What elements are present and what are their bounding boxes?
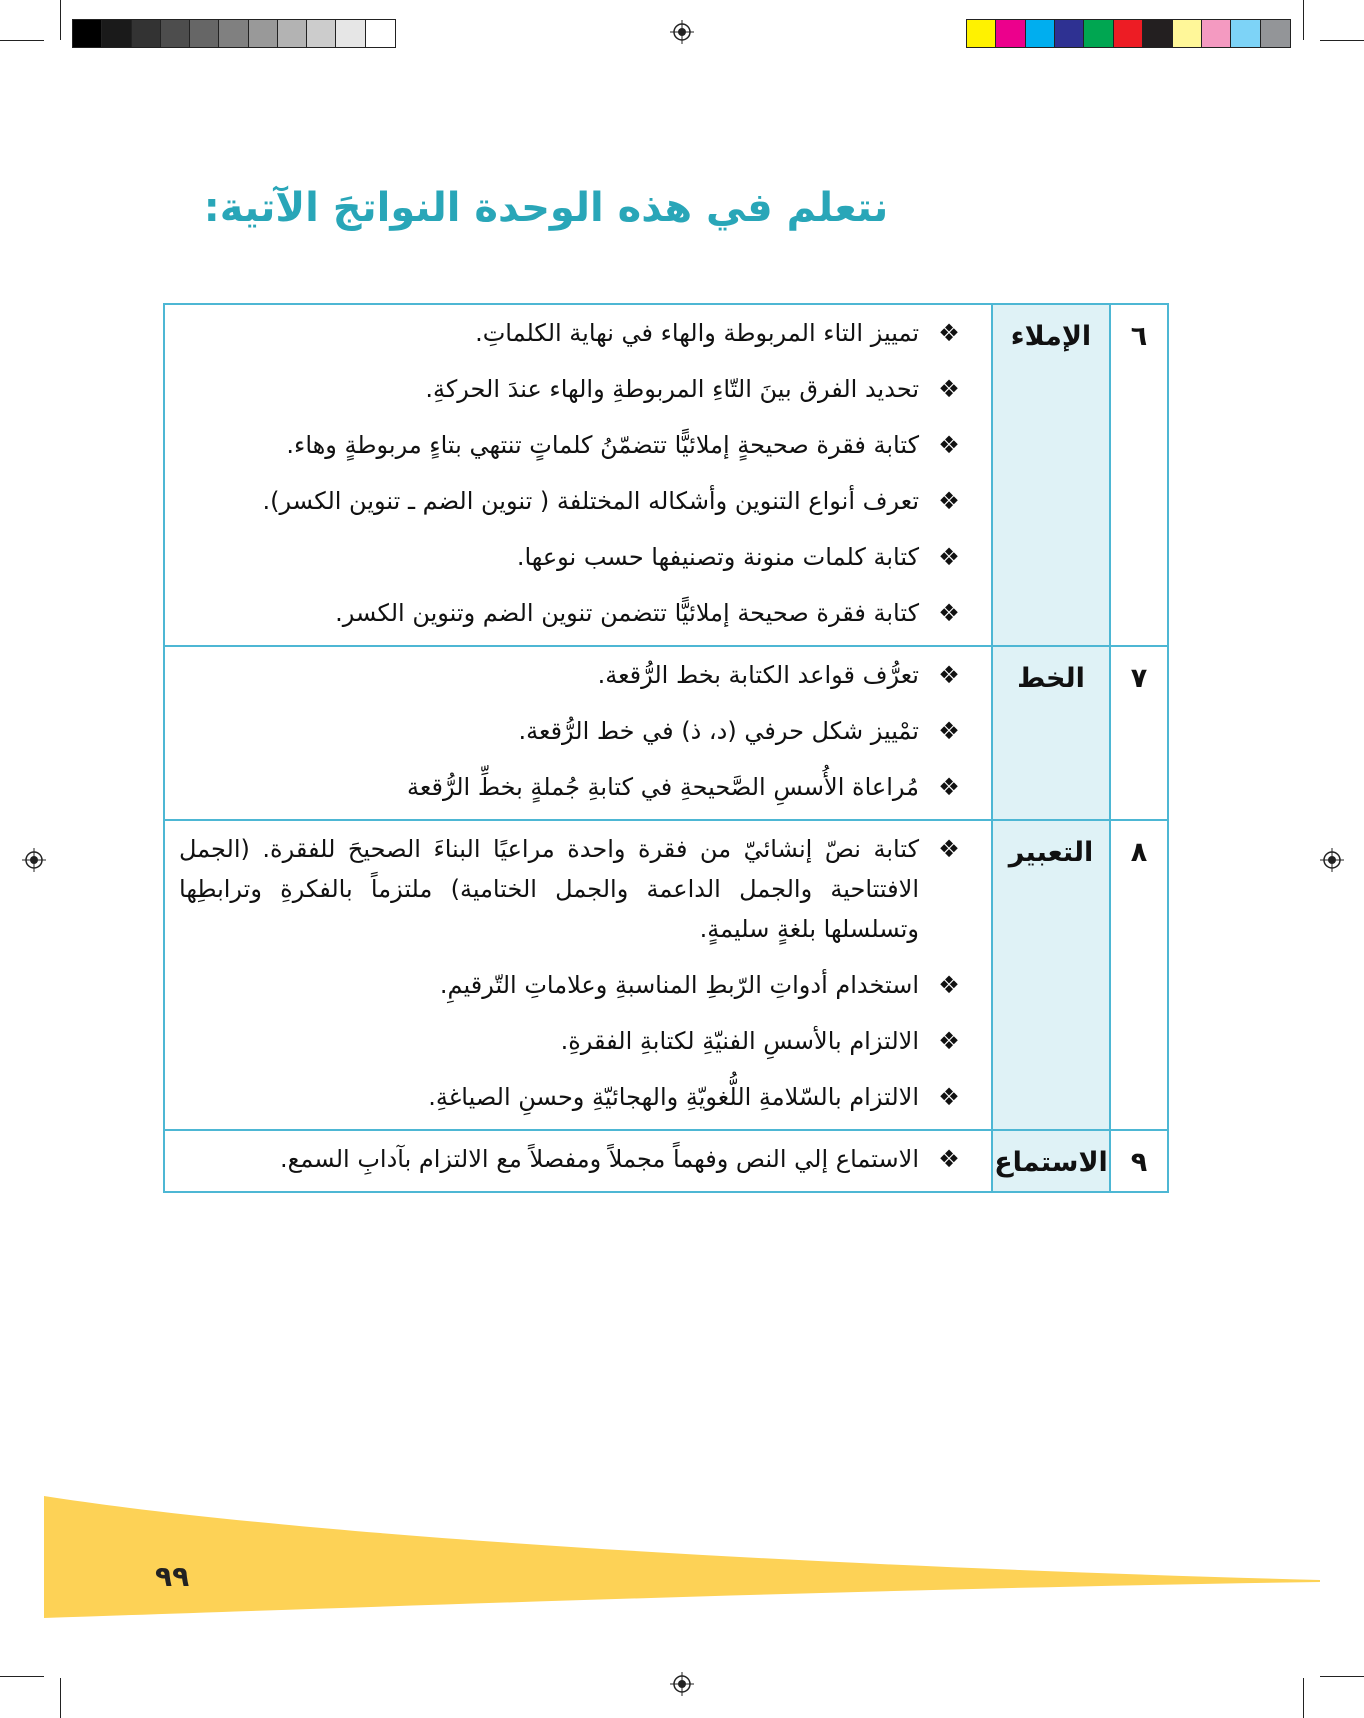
page-title: نتعلم في هذه الوحدة النواتجَ الآتية: xyxy=(203,185,889,231)
outcome-item xyxy=(179,593,979,633)
table-row xyxy=(164,646,1168,820)
registration-mark-icon xyxy=(670,20,694,44)
calibration-swatch xyxy=(336,20,365,47)
calibration-swatch xyxy=(1173,20,1202,47)
footer-decoration-band xyxy=(0,1496,1364,1626)
outcome-item xyxy=(179,537,979,577)
crop-mark xyxy=(1303,0,1304,40)
calibration-swatch xyxy=(73,20,102,47)
outcome-text: الاستماع إلي النص وفهماً مجملاً ومفصلاً مع الالتزام بآدابِ السمع. xyxy=(280,1145,919,1173)
outcome-list xyxy=(164,1130,992,1192)
row-number: ٩ xyxy=(1110,1130,1168,1192)
diamond-bullet-icon: ❖ xyxy=(938,717,960,745)
row-number: ٨ xyxy=(1110,820,1168,1130)
outcome-text: الالتزام بالسّلامةِ اللُّغويّةِ والهجائيّةِ وحسنِ الصياغةِ. xyxy=(428,1083,919,1111)
outcome-text: تعرف أنواع التنوين وأشكاله المختلفة ( تنوين الضم ـ تنوين الكسر). xyxy=(262,487,919,515)
outcome-text: كتابة فقرة صحيحةٍ إملائيًّا تتضمّنُ كلماتٍ تنتهي بتاءٍ مربوطةٍ وهاء. xyxy=(286,431,919,459)
crop-mark xyxy=(1303,1678,1304,1718)
outcome-list xyxy=(164,646,992,820)
page-number: ٩٩ xyxy=(155,1560,190,1593)
skill-name: التعبير xyxy=(992,820,1110,1130)
calibration-swatch xyxy=(1231,20,1260,47)
registration-mark-icon xyxy=(22,848,46,872)
outcome-list xyxy=(164,820,992,1130)
calibration-swatch xyxy=(102,20,131,47)
calibration-swatch xyxy=(1026,20,1055,47)
diamond-bullet-icon: ❖ xyxy=(938,543,960,571)
outcome-item xyxy=(179,711,979,751)
row-number: ٦ xyxy=(1110,304,1168,646)
outcome-list xyxy=(164,304,992,646)
diamond-bullet-icon: ❖ xyxy=(938,1027,960,1055)
diamond-bullet-icon: ❖ xyxy=(938,487,960,515)
calibration-swatch xyxy=(161,20,190,47)
outcome-text: كتابة نصّ إنشائيّ من فقرة واحدة مراعيًا البناءَ الصحيحَ للفقرة. (الجمل الافتتاحية والجمل الداعمة والجمل الختامية) ملتزماً بالفكرةِ وترابطِها وتسلسلها بلغةٍ سليمةٍ. xyxy=(179,835,919,943)
diamond-bullet-icon: ❖ xyxy=(938,1145,960,1173)
crop-mark xyxy=(1320,40,1364,41)
calibration-swatch xyxy=(278,20,307,47)
calibration-swatch xyxy=(249,20,278,47)
diamond-bullet-icon: ❖ xyxy=(938,1083,960,1111)
outcome-item xyxy=(179,1139,979,1179)
diamond-bullet-icon: ❖ xyxy=(938,661,960,689)
calibration-swatch xyxy=(190,20,219,47)
outcome-text: الالتزام بالأسسِ الفنيّةِ لكتابةِ الفقرةِ. xyxy=(560,1027,919,1055)
calibration-swatch xyxy=(307,20,336,47)
skill-name: الإملاء xyxy=(992,304,1110,646)
outcome-text: تمييز التاء المربوطة والهاء في نهاية الكلماتِ. xyxy=(475,319,919,347)
calibration-swatch xyxy=(132,20,161,47)
outcome-text: تمْييز شكل حرفي (د، ذ) في خط الرُّقعة. xyxy=(518,717,919,745)
diamond-bullet-icon: ❖ xyxy=(938,319,960,347)
diamond-bullet-icon: ❖ xyxy=(938,431,960,459)
calibration-swatch xyxy=(1202,20,1231,47)
calibration-swatch xyxy=(967,20,996,47)
crop-mark xyxy=(0,1676,44,1677)
diamond-bullet-icon: ❖ xyxy=(938,375,960,403)
grayscale-calibration-strip xyxy=(72,19,396,48)
outcome-text: تحديد الفرق بينَ التّاءِ المربوطةِ والهاء عندَ الحركةِ. xyxy=(425,375,919,403)
outcome-item xyxy=(179,965,979,1005)
outcome-item xyxy=(179,655,979,695)
outcome-item xyxy=(179,369,979,409)
calibration-swatch xyxy=(366,20,395,47)
calibration-swatch xyxy=(219,20,248,47)
outcome-item xyxy=(179,1021,979,1061)
calibration-swatch xyxy=(1055,20,1084,47)
outcome-text: كتابة فقرة صحيحة إملائيًّا تتضمن تنوين الضم وتنوين الكسر. xyxy=(335,599,919,627)
crop-mark xyxy=(60,1678,61,1718)
table-row xyxy=(164,1130,1168,1192)
learning-outcomes-table xyxy=(163,303,1169,1193)
skill-name: الخط xyxy=(992,646,1110,820)
outcome-item xyxy=(179,481,979,521)
outcome-text: تعرُّف قواعد الكتابة بخط الرُّقعة. xyxy=(597,661,919,689)
diamond-bullet-icon: ❖ xyxy=(938,773,960,801)
registration-mark-icon xyxy=(670,1672,694,1696)
diamond-bullet-icon: ❖ xyxy=(938,835,960,863)
outcome-item xyxy=(179,313,979,353)
calibration-swatch xyxy=(1261,20,1290,47)
outcome-item xyxy=(179,767,979,807)
crop-mark xyxy=(0,40,44,41)
row-number: ٧ xyxy=(1110,646,1168,820)
outcome-text: مُراعاة الأُسسِ الصَّحيحةِ في كتابةِ جُملةٍ بخطِّ الرُّقعة xyxy=(407,773,919,801)
calibration-swatch xyxy=(1143,20,1172,47)
calibration-swatch xyxy=(996,20,1025,47)
color-calibration-strip xyxy=(966,19,1291,48)
table-row xyxy=(164,304,1168,646)
outcome-item xyxy=(179,425,979,465)
diamond-bullet-icon: ❖ xyxy=(938,599,960,627)
crop-mark xyxy=(60,0,61,40)
skill-name: الاستماع xyxy=(992,1130,1110,1192)
outcome-text: استخدام أدواتِ الرّبطِ المناسبةِ وعلاماتِ التّرقيمِ. xyxy=(439,971,919,999)
outcome-text: كتابة كلمات منونة وتصنيفها حسب نوعها. xyxy=(516,543,919,571)
calibration-swatch xyxy=(1114,20,1143,47)
outcome-item xyxy=(179,1077,979,1117)
registration-mark-icon xyxy=(1320,848,1344,872)
diamond-bullet-icon: ❖ xyxy=(938,971,960,999)
calibration-swatch xyxy=(1084,20,1113,47)
outcome-item xyxy=(179,829,979,949)
table-row xyxy=(164,820,1168,1130)
crop-mark xyxy=(1320,1676,1364,1677)
